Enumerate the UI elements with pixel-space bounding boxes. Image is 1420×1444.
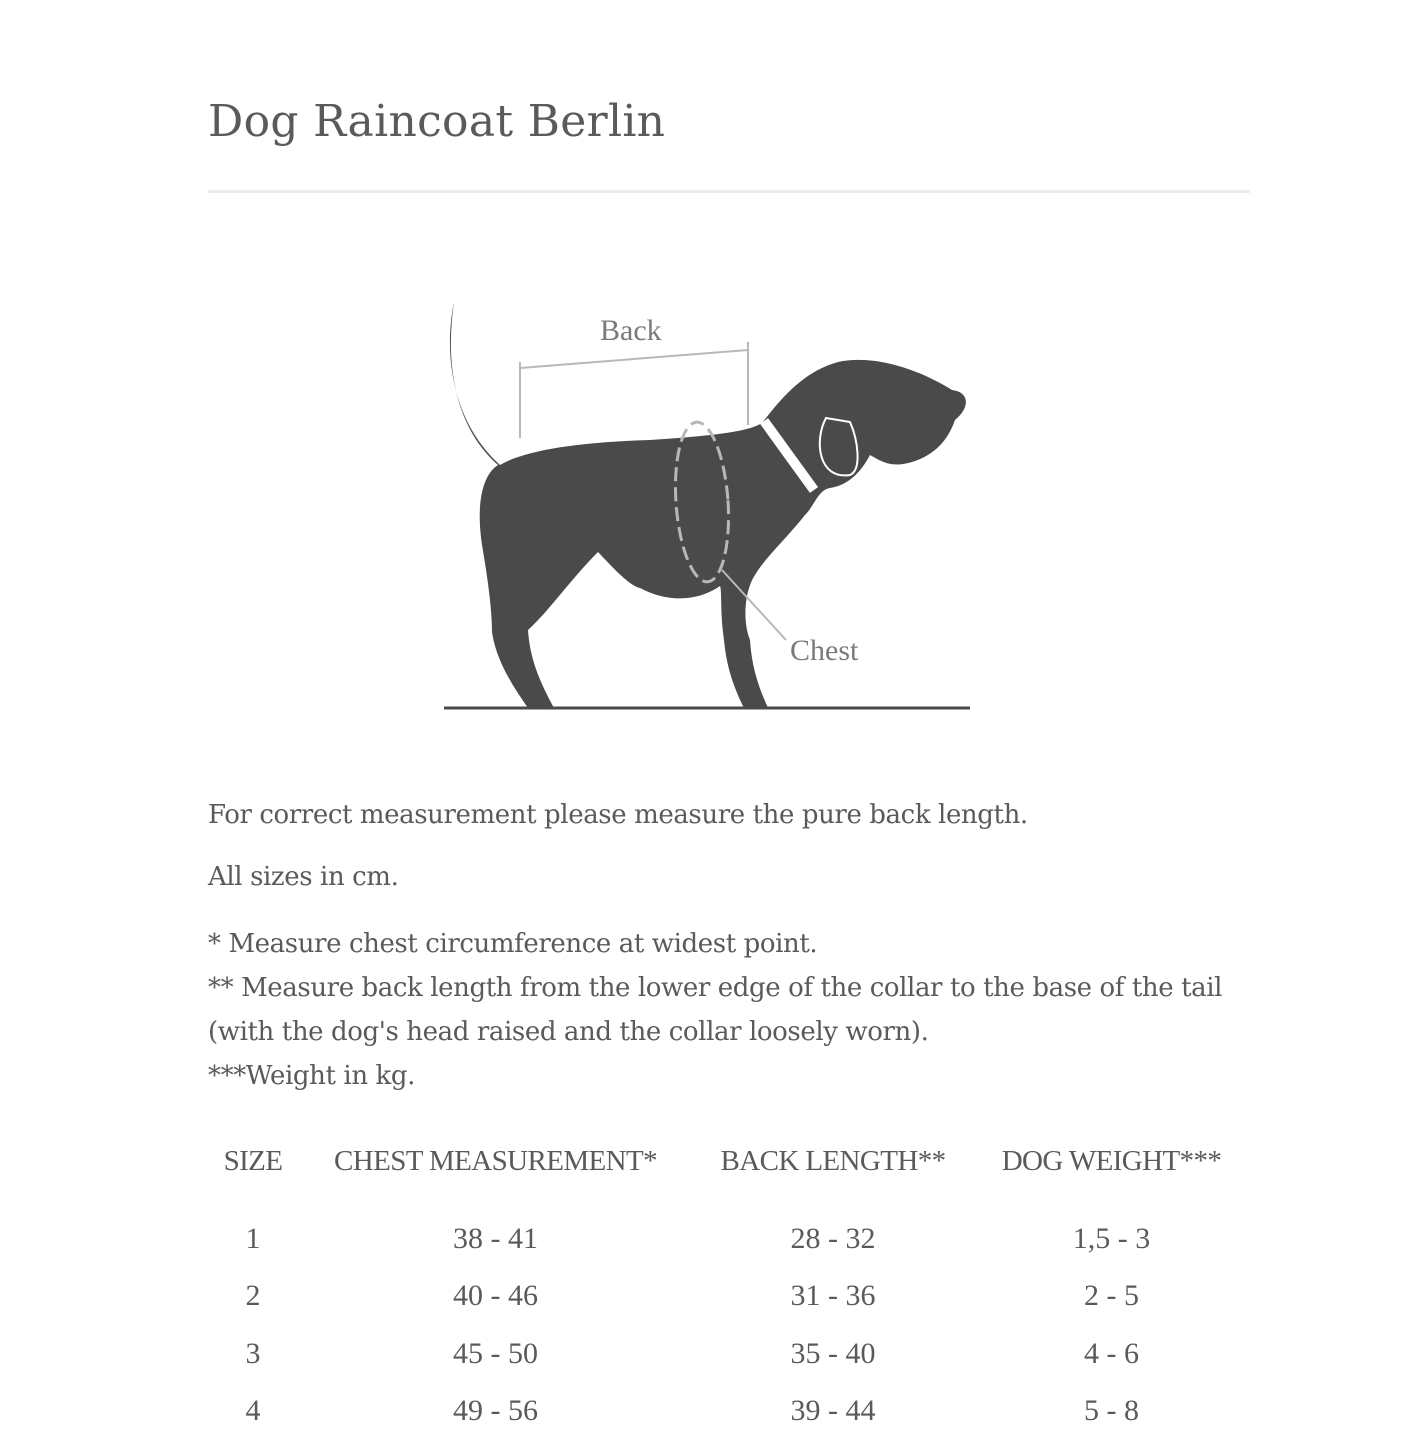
cell-weight: 4 - 6 — [1084, 1336, 1139, 1370]
table-row — [208, 1325, 1250, 1383]
cell-chest: 40 - 46 — [453, 1279, 538, 1313]
cell-chest: 49 - 56 — [453, 1394, 538, 1428]
cell-weight: 1,5 - 3 — [1072, 1221, 1151, 1255]
cell-size: 4 — [245, 1394, 261, 1428]
header-chest: CHEST MEASUREMENT* — [334, 1144, 657, 1177]
title-divider — [208, 190, 1250, 193]
note-weight: ***Weight in kg. — [208, 1061, 415, 1091]
back-measure-line — [520, 342, 748, 438]
cell-size: 2 — [245, 1279, 261, 1313]
table-header-row — [208, 1132, 1250, 1190]
cell-weight: 5 - 8 — [1084, 1394, 1139, 1428]
table-row — [208, 1383, 1250, 1441]
cell-back: 28 - 32 — [790, 1221, 876, 1255]
back-label: Back — [600, 314, 662, 347]
cell-back: 39 - 44 — [790, 1394, 876, 1428]
table-row — [208, 1210, 1250, 1268]
table-row — [208, 1268, 1250, 1326]
cell-back: 31 - 36 — [790, 1279, 876, 1313]
chest-label: Chest — [790, 634, 859, 667]
header-back: BACK LENGTH** — [720, 1144, 946, 1177]
cell-size: 3 — [245, 1336, 261, 1370]
note-back-line1: ** Measure back length from the lower edge of the collar to the base of the tail — [208, 973, 1223, 1003]
size-table — [208, 1132, 1250, 1440]
cell-chest: 38 - 41 — [453, 1221, 538, 1255]
units-note: All sizes in cm. — [208, 862, 399, 892]
cell-weight: 2 - 5 — [1084, 1279, 1139, 1313]
dog-ear — [820, 418, 858, 475]
cell-chest: 45 - 50 — [453, 1336, 538, 1370]
cell-size: 1 — [245, 1221, 261, 1255]
page-title: Dog Raincoat Berlin — [208, 96, 666, 147]
measurement-diagram — [430, 290, 990, 730]
dog-silhouette-icon — [450, 302, 966, 708]
measurement-instruction: For correct measurement please measure the pure back length. — [208, 800, 1028, 830]
header-size: SIZE — [223, 1144, 283, 1177]
note-back-line2: (with the dog's head raised and the collar loosely worn). — [208, 1017, 929, 1047]
note-chest: * Measure chest circumference at widest point. — [208, 929, 818, 959]
cell-back: 35 - 40 — [790, 1336, 876, 1370]
header-weight: DOG WEIGHT*** — [1001, 1144, 1222, 1177]
measurement-notes — [208, 922, 1258, 1098]
